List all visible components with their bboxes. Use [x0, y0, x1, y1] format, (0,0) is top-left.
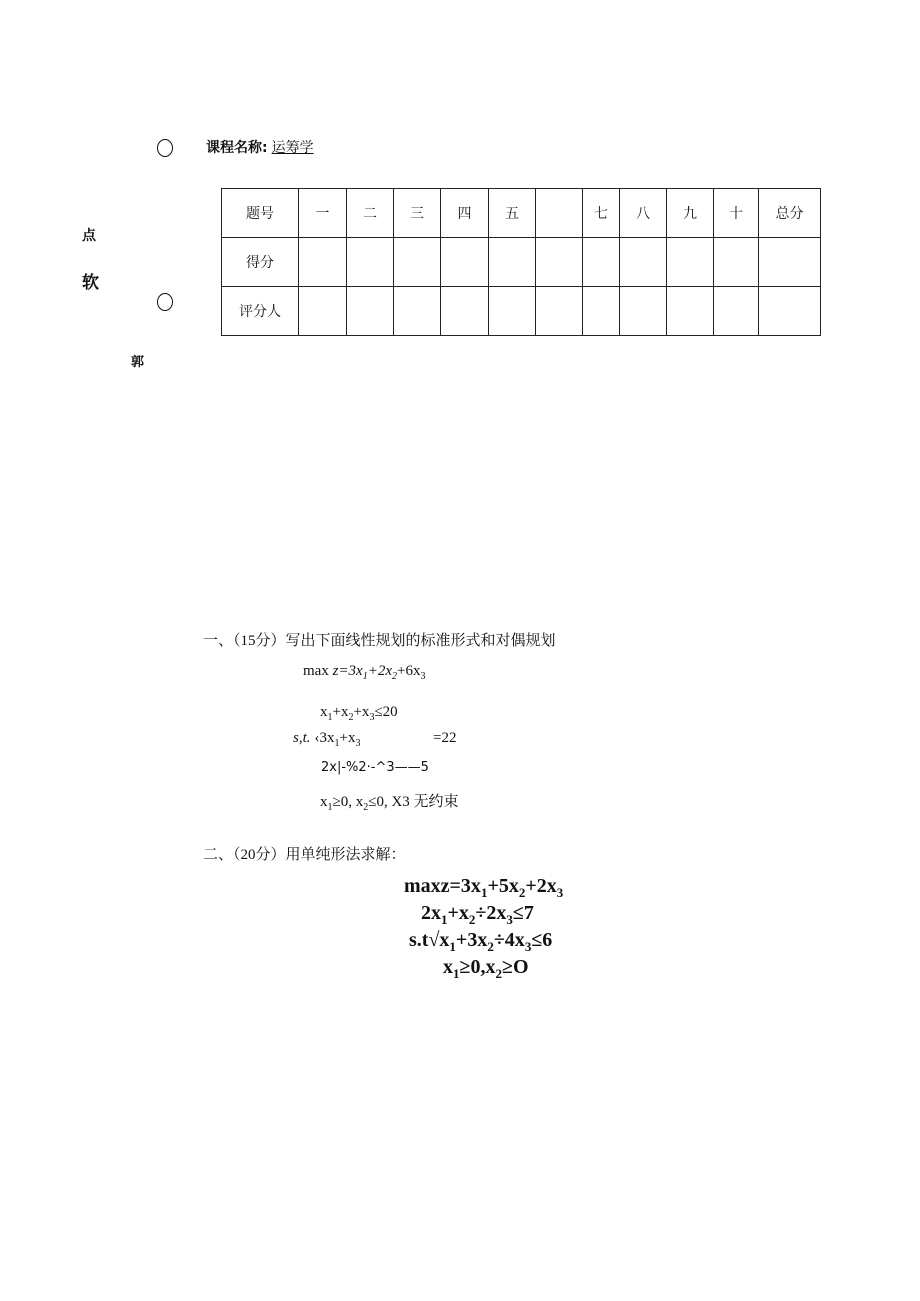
question-1-constraint-2-rhs: =22	[433, 730, 457, 746]
question-2-objective: $\max z=3x_1+5x_2+2x_3$	[404, 875, 564, 900]
question-2-constraint-1: $2x_1+x_2\div 2x_3\le 7$	[421, 902, 534, 927]
grader-cell[interactable]	[299, 287, 347, 336]
grader-cell[interactable]	[620, 287, 667, 336]
header-cell-question-number: 题号	[222, 189, 299, 238]
header-cell-7: 七	[583, 189, 620, 238]
score-cell[interactable]	[299, 238, 347, 287]
score-table-header-row	[222, 189, 821, 238]
grader-cell[interactable]	[667, 287, 714, 336]
question-1-constraint-4: $x_1\ge 0$, $x_2\le 0$, X3 无约束	[320, 794, 459, 813]
question-1-constraint-2: s,t. $‹3x_1+x_3$	[293, 730, 361, 749]
score-cell[interactable]	[714, 238, 759, 287]
course-name-line	[206, 137, 314, 157]
question-1-heading: 一、（15分）写出下面线性规划的标准形式和对偶规划	[203, 633, 556, 649]
grader-cell[interactable]	[714, 287, 759, 336]
grader-cell[interactable]	[347, 287, 394, 336]
question-1-objective: $\max z=3x_1+2x_2+6x_3$	[303, 663, 426, 682]
question-2-heading: 二、（20分）用单纯形法求解：	[203, 847, 406, 863]
score-cell[interactable]	[489, 238, 536, 287]
score-cell[interactable]	[620, 238, 667, 287]
grader-cell[interactable]	[441, 287, 489, 336]
score-cell[interactable]	[536, 238, 583, 287]
header-cell-3: 三	[394, 189, 441, 238]
question-2-constraint-3: $x_1\ge 0,x_2\ge O$	[443, 956, 529, 981]
question-1-constraint-1: $x_1+x_2+x_3\le 20$	[320, 704, 398, 723]
course-name-value: 运筹学	[271, 140, 314, 156]
score-cell-total[interactable]	[759, 238, 821, 287]
header-cell-4: 四	[441, 189, 489, 238]
side-mark-bei: 郭	[131, 355, 145, 370]
grader-cell[interactable]	[583, 287, 620, 336]
header-cell-8: 八	[620, 189, 667, 238]
grader-row-label: 评分人	[222, 287, 299, 336]
grader-row	[222, 287, 821, 336]
score-cell[interactable]	[347, 238, 394, 287]
header-cell-10: 十	[714, 189, 759, 238]
header-cell-5: 五	[489, 189, 536, 238]
header-cell-2: 二	[347, 189, 394, 238]
header-cell-9: 九	[667, 189, 714, 238]
score-cell[interactable]	[394, 238, 441, 287]
grader-cell[interactable]	[394, 287, 441, 336]
header-cell-1: 一	[299, 189, 347, 238]
grader-cell-total[interactable]	[759, 287, 821, 336]
question-1-constraint-3: 2x|-%2·-^3——5	[321, 760, 429, 775]
header-cell-6	[536, 189, 583, 238]
course-name-label: 课程名称:	[206, 140, 268, 156]
side-mark-ruan: 软	[82, 273, 99, 293]
question-2-constraint-2: $s.t√x_1+3x_2\div 4x_3\le 6$	[409, 929, 553, 954]
binding-hole-circle-top	[157, 139, 173, 157]
grader-cell[interactable]	[489, 287, 536, 336]
score-cell[interactable]	[583, 238, 620, 287]
score-table	[221, 188, 821, 336]
score-row-label: 得分	[222, 238, 299, 287]
score-cell[interactable]	[667, 238, 714, 287]
binding-hole-circle-bottom	[157, 293, 173, 311]
side-mark-dian: 点	[82, 228, 96, 244]
score-cell[interactable]	[441, 238, 489, 287]
grader-cell[interactable]	[536, 287, 583, 336]
header-cell-total: 总分	[759, 189, 821, 238]
score-row	[222, 238, 821, 287]
